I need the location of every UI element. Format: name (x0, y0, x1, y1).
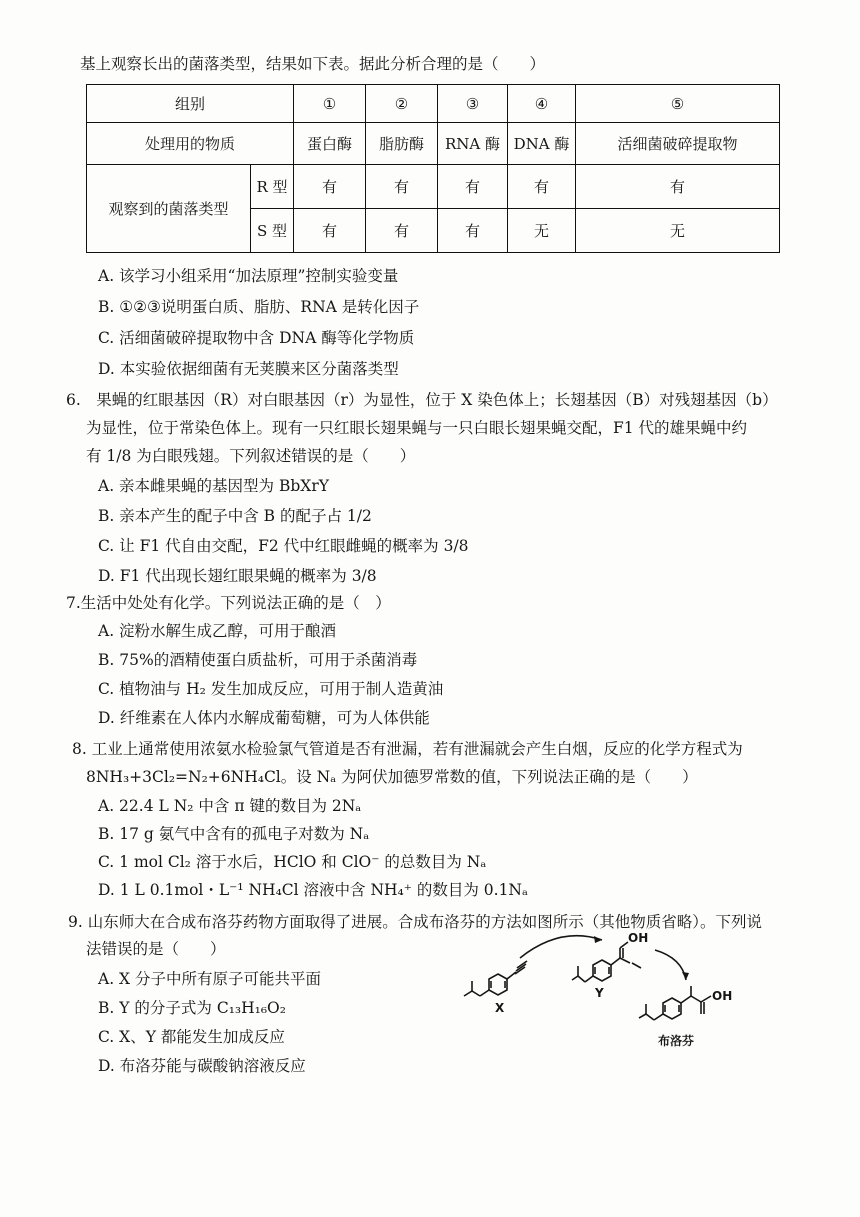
molecule-y (572, 942, 641, 982)
r-type-cell: 有 (508, 165, 576, 209)
treatment-cell: DNA 酶 (508, 123, 576, 165)
q7-option-c: C. 植物油与 H₂ 发生加成反应，可用于制人造黄油 (98, 680, 444, 698)
observe-header: 观察到的菌落类型 (87, 165, 251, 253)
results-table (86, 84, 780, 253)
label-x: X (495, 1001, 505, 1015)
q5-option-b: B. ①②③说明蛋白质、脂肪、RNA 是转化因子 (98, 298, 420, 316)
label-oh-ibuprofen: OH (712, 989, 733, 1003)
q6-option-a: A. 亲本雌果蝇的基因型为 BbXrY (98, 477, 329, 495)
molecule-ibuprofen (639, 986, 711, 1020)
question-5-intro: 基上观察长出的菌落类型，结果如下表。据此分析合理的是（ ） (80, 55, 546, 73)
s-type-label: S 型 (251, 209, 294, 253)
molecule-x (464, 961, 527, 996)
q9-option-a: A. X 分子中所有原子可能共平面 (98, 970, 322, 988)
q6-stem-line-2: 为显性，位于常染色体上。现有一只红眼长翅果蝇与一只白眼长翅果蝇交配，F1 代的雄果蝇中约 (86, 419, 748, 437)
s-type-cell: 无 (508, 209, 576, 253)
r-type-label: R 型 (251, 165, 294, 209)
q6-option-b: B. 亲本产生的配子中含 B 的配子占 1/2 (98, 507, 372, 525)
q6-option-d: D. F1 代出现长翅红眼果蝇的概率为 3/8 (98, 567, 377, 585)
group-id: ③ (438, 85, 508, 123)
s-type-cell: 有 (438, 209, 508, 253)
q5-option-d: D. 本实验依据细菌有无荚膜来区分菌落类型 (98, 360, 399, 378)
q6-stem-line-1: 6. 果蝇的红眼基因（R）对白眼基因（r）为显性，位于 X 染色体上；长翅基因（B）对残翅基因（b） (66, 391, 778, 409)
r-type-cell: 有 (438, 165, 508, 209)
treatment-header: 处理用的物质 (87, 123, 294, 165)
q8-option-a: A. 22.4 L N₂ 中含 π 键的数目为 2Nₐ (98, 797, 362, 815)
q7-option-a: A. 淀粉水解生成乙醇，可用于酿酒 (98, 622, 337, 640)
q8-option-d: D. 1 L 0.1mol・L⁻¹ NH₄Cl 溶液中含 NH₄⁺ 的数目为 0.1Nₐ (98, 881, 528, 899)
q5-option-c: C. 活细菌破碎提取物中含 DNA 酶等化学物质 (98, 329, 415, 347)
ibuprofen-synthesis-figure (440, 928, 800, 1058)
group-id: ⑤ (576, 85, 780, 123)
q7-stem: 7.生活中处处有化学。下列说法正确的是（ ） (66, 594, 391, 612)
q8-option-c: C. 1 mol Cl₂ 溶于水后，HClO 和 ClO⁻ 的总数目为 Nₐ (98, 853, 487, 871)
treatment-cell: RNA 酶 (438, 123, 508, 165)
label-ibuprofen: 布洛芬 (658, 1034, 695, 1048)
s-type-cell: 无 (576, 209, 780, 253)
q9-stem-line-1: 9. 山东师大在合成布洛芬药物方面取得了进展。合成布洛芬的方法如图所示（其他物质省略）。下列说 (68, 913, 762, 931)
q8-stem-line-1: 8. 工业上通常使用浓氨水检验氯气管道是否有泄漏，若有泄漏就会产生白烟，反应的化学方程式为 (72, 740, 743, 758)
q7-option-d: D. 纤维素在人体内水解成葡萄糖，可为人体供能 (98, 709, 430, 727)
treatment-cell: 活细菌破碎提取物 (576, 123, 780, 165)
q6-option-c: C. 让 F1 代自由交配，F2 代中红眼雌蝇的概率为 3/8 (98, 537, 469, 555)
group-id: ② (366, 85, 438, 123)
reaction-arrow-1 (520, 936, 602, 958)
q8-stem-line-2: 8NH₃+3Cl₂=N₂+6NH₄Cl。设 Nₐ 为阿伏加德罗常数的值，下列说法正确的是（ ） (86, 768, 698, 786)
group-header: 组别 (87, 85, 294, 123)
table-row (87, 85, 780, 123)
r-type-cell: 有 (366, 165, 438, 209)
group-id: ① (294, 85, 366, 123)
q9-option-d: D. 布洛芬能与碳酸钠溶液反应 (98, 1057, 306, 1075)
r-type-cell: 有 (294, 165, 366, 209)
q7-option-b: B. 75%的酒精使蛋白质盐析，可用于杀菌消毒 (98, 651, 418, 669)
q8-option-b: B. 17 g 氨气中含有的孤电子对数为 Nₐ (98, 825, 370, 843)
group-id: ④ (508, 85, 576, 123)
table-row (87, 123, 780, 165)
r-type-cell: 有 (576, 165, 780, 209)
treatment-cell: 脂肪酶 (366, 123, 438, 165)
q9-option-b: B. Y 的分子式为 C₁₃H₁₆O₂ (98, 999, 286, 1017)
treatment-cell: 蛋白酶 (294, 123, 366, 165)
label-oh-y: OH (628, 931, 649, 945)
reaction-arrow-2 (655, 950, 686, 980)
q5-option-a: A. 该学习小组采用“加法原理”控制实验变量 (98, 267, 399, 285)
s-type-cell: 有 (366, 209, 438, 253)
label-y: Y (595, 986, 604, 1000)
q9-stem-line-2: 法错误的是（ ） (86, 940, 226, 958)
table-row (87, 165, 780, 209)
q6-stem-line-3: 有 1/8 为白眼残翅。下列叙述错误的是（ ） (86, 447, 416, 465)
s-type-cell: 有 (294, 209, 366, 253)
q9-option-c: C. X、Y 都能发生加成反应 (98, 1028, 285, 1046)
